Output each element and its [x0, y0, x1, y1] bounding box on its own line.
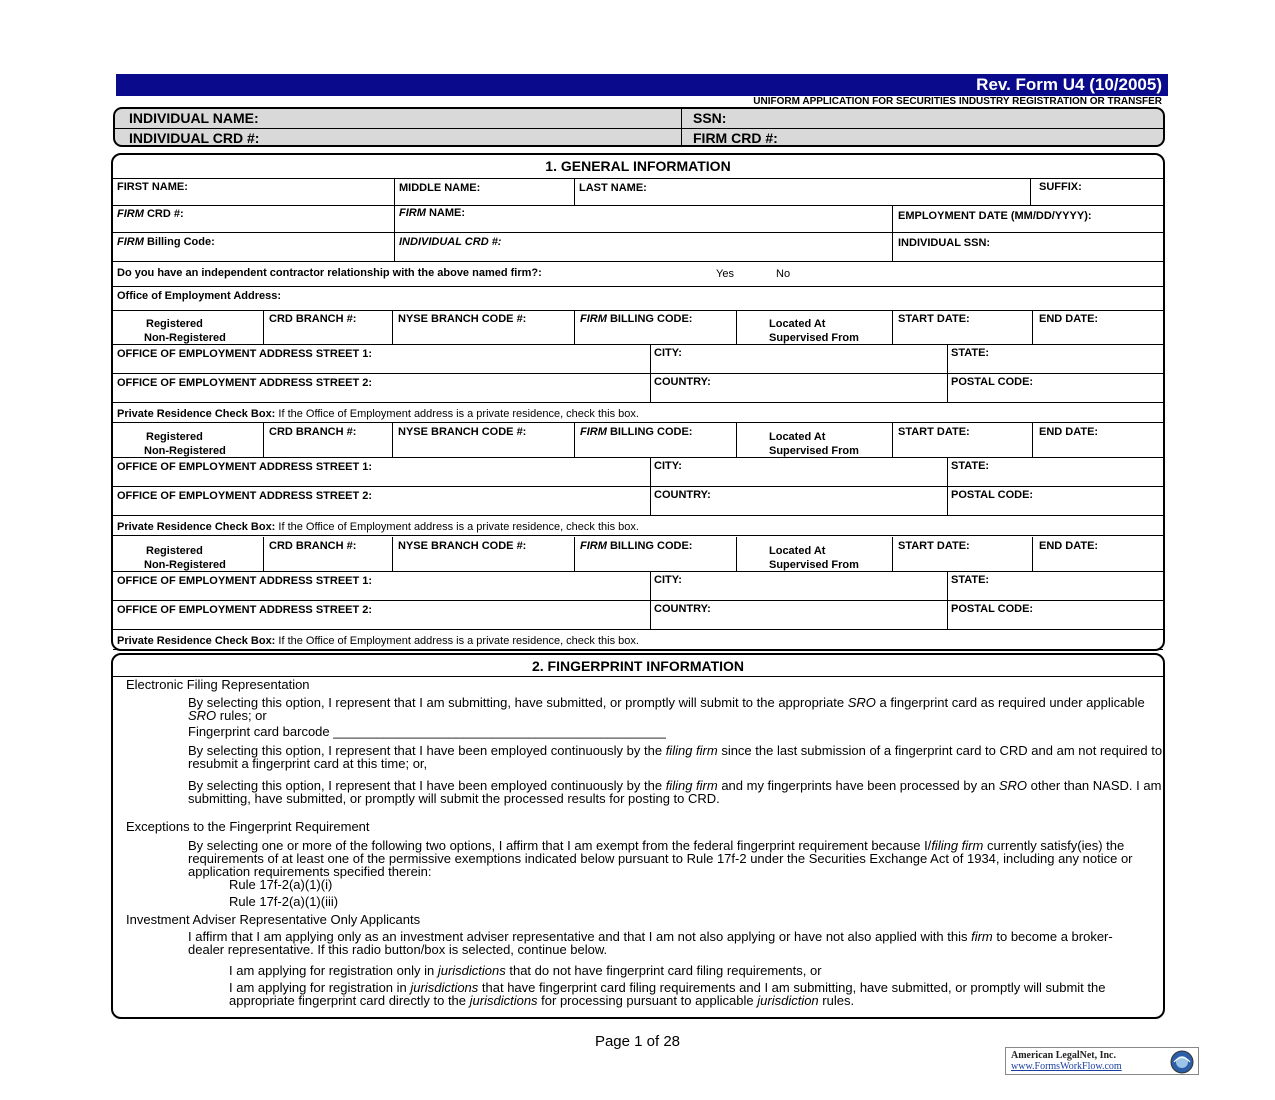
- form-title: Rev. Form U4 (10/2005): [976, 75, 1162, 94]
- street1-label: OFFICE OF EMPLOYMENT ADDRESS STREET 1:: [117, 575, 373, 587]
- office-registered-option[interactable]: Registered: [146, 318, 203, 330]
- firm-billing-code-field-label: FIRM BILLING CODE:: [580, 426, 693, 438]
- individual-crd-field-label: INDIVIDUAL CRD #:: [399, 236, 502, 248]
- firm-billing-code-field-label: FIRM BILLING CODE:: [580, 540, 693, 552]
- iar-heading: Investment Adviser Representative Only Applicants: [126, 912, 421, 927]
- city-label: CITY:: [654, 347, 682, 359]
- postal-code-label: POSTAL CODE:: [951, 376, 1034, 388]
- located-at-option[interactable]: Located At: [769, 431, 826, 443]
- iar-option[interactable]: I affirm that I am applying only as an investment adviser representative and that I am not also applying or have not also applied with this firm to become a broker-dealer representative. If this radio button/box is selected, continue below.: [188, 929, 1113, 957]
- crd-branch-label: CRD BRANCH #:: [269, 426, 357, 438]
- crd-branch-label: CRD BRANCH #:: [269, 313, 357, 325]
- first-name-label: FIRST NAME:: [117, 181, 188, 193]
- fingerprint-barcode-field[interactable]: Fingerprint card barcode ______________________________________________: [188, 724, 666, 739]
- logo-name: American LegalNet, Inc.: [1011, 1050, 1116, 1061]
- fingerprint-option-processed[interactable]: By selecting this option, I represent that I have been employed continuously by the filing firm and my fingerprints have been processed by an SRO other than NASD. I am submitting, have submitted, or promptly will submit the processed results for posting to CRD.: [188, 778, 1162, 806]
- nyse-branch-code-label: NYSE BRANCH CODE #:: [398, 426, 527, 438]
- efr-heading: Electronic Filing Representation: [126, 677, 310, 692]
- country-label: COUNTRY:: [654, 489, 711, 501]
- office-registered-option[interactable]: Registered: [146, 431, 203, 443]
- firm-crd-label: FIRM CRD #:: [693, 130, 778, 146]
- street2-label: OFFICE OF EMPLOYMENT ADDRESS STREET 2:: [117, 604, 373, 616]
- private-residence-checkbox-label[interactable]: Private Residence Check Box: If the Office of Employment address is a private residence, check this box.: [117, 635, 639, 647]
- state-label: STATE:: [951, 347, 990, 359]
- iar-option-with-requirements[interactable]: I am applying for registration in jurisdictions that have fingerprint card filing requirements and I am submitting, have submitted, or promptly will submit the appropriate fingerprint card directly to the jurisdictions for processing pursuant to applicable jurisdiction rules.: [229, 980, 1106, 1008]
- exceptions-heading: Exceptions to the Fingerprint Requirement: [126, 819, 370, 834]
- crd-branch-label: CRD BRANCH #:: [269, 540, 357, 552]
- americanlegalnet-logo[interactable]: [1005, 1047, 1199, 1075]
- page-number: Page 1 of 28: [594, 1033, 681, 1050]
- general-information-section: [111, 153, 1165, 651]
- individual-name-label: INDIVIDUAL NAME:: [129, 110, 259, 126]
- office-address-label: Office of Employment Address:: [117, 290, 282, 302]
- state-label: STATE:: [951, 574, 990, 586]
- state-label: STATE:: [951, 460, 990, 472]
- logo-url-link[interactable]: www.FormsWorkFlow.com: [1011, 1061, 1122, 1072]
- firm-crd-field-label: FIRM CRD #:: [117, 208, 184, 220]
- firm-billing-code-field-label: FIRM BILLING CODE:: [580, 313, 693, 325]
- office-registered-option[interactable]: Registered: [146, 545, 203, 557]
- city-label: CITY:: [654, 574, 682, 586]
- end-date-label: END DATE:: [1039, 313, 1099, 325]
- private-residence-checkbox-label[interactable]: Private Residence Check Box: If the Office of Employment address is a private residence, check this box.: [117, 408, 639, 420]
- contractor-question: Do you have an independent contractor relationship with the above named firm?:: [117, 267, 542, 279]
- start-date-label: START DATE:: [898, 426, 970, 438]
- street2-label: OFFICE OF EMPLOYMENT ADDRESS STREET 2:: [117, 377, 373, 389]
- fingerprint-option-continuous[interactable]: By selecting this option, I represent that I have been employed continuously by the filing firm since the last submission of a fingerprint card to CRD and am not required to resubmit a fingerprint card at this time; or,: [188, 743, 1163, 771]
- firm-name-label: FIRM NAME:: [399, 207, 465, 219]
- end-date-label: END DATE:: [1039, 540, 1099, 552]
- form-title-bar: [116, 74, 1168, 96]
- exemption-statement: By selecting one or more of the following two options, I affirm that I am exempt from the federal fingerprint requirement because I/filing firm currently satisfy(ies) the requirements of at least one of the permissive exemptions indicated below pursuant to Rule 17f-2 under the Securities Exchange Act of 1934, including any notice or application requirements specified therein:: [188, 838, 1133, 879]
- start-date-label: START DATE:: [898, 313, 970, 325]
- employment-date-label: EMPLOYMENT DATE (MM/DD/YYYY):: [898, 210, 1092, 222]
- ssn-label: SSN:: [693, 110, 727, 126]
- street1-label: OFFICE OF EMPLOYMENT ADDRESS STREET 1:: [117, 461, 373, 473]
- form-subtitle: UNIFORM APPLICATION FOR SECURITIES INDUSTRY REGISTRATION OR TRANSFER: [753, 96, 1162, 107]
- nyse-branch-code-label: NYSE BRANCH CODE #:: [398, 540, 527, 552]
- firm-billing-code-label: FIRM Billing Code:: [117, 236, 215, 248]
- section2-title: 2. FINGERPRINT INFORMATION: [531, 658, 745, 674]
- suffix-label: SUFFIX:: [1039, 181, 1082, 193]
- globe-icon: [1169, 1049, 1195, 1075]
- office-non-registered-option[interactable]: Non-Registered: [144, 332, 226, 344]
- last-name-label: LAST NAME:: [579, 182, 647, 194]
- end-date-label: END DATE:: [1039, 426, 1099, 438]
- postal-code-label: POSTAL CODE:: [951, 489, 1034, 501]
- located-at-option[interactable]: Located At: [769, 545, 826, 557]
- nyse-branch-code-label: NYSE BRANCH CODE #:: [398, 313, 527, 325]
- street2-label: OFFICE OF EMPLOYMENT ADDRESS STREET 2:: [117, 490, 373, 502]
- contractor-no-option[interactable]: No: [776, 268, 791, 280]
- office-non-registered-option[interactable]: Non-Registered: [144, 445, 226, 457]
- section1-title: 1. GENERAL INFORMATION: [545, 158, 731, 174]
- fingerprint-option-submit[interactable]: By selecting this option, I represent that I am submitting, have submitted, or promptly will submit to the appropriate SRO a fingerprint card as required under applicable SRO rules; or: [188, 695, 1145, 723]
- identity-box: [113, 107, 1165, 147]
- postal-code-label: POSTAL CODE:: [951, 603, 1034, 615]
- city-label: CITY:: [654, 460, 682, 472]
- individual-ssn-label: INDIVIDUAL SSN:: [898, 237, 991, 249]
- contractor-yes-option[interactable]: Yes: [716, 268, 734, 280]
- start-date-label: START DATE:: [898, 540, 970, 552]
- iar-option-no-requirements[interactable]: I am applying for registration only in jurisdictions that do not have fingerprint card filing requirements, or: [229, 963, 822, 978]
- supervised-from-option[interactable]: Supervised From: [769, 332, 859, 344]
- supervised-from-option[interactable]: Supervised From: [769, 445, 859, 457]
- rule-option-2[interactable]: Rule 17f-2(a)(1)(iii): [229, 894, 339, 909]
- middle-name-label: MIDDLE NAME:: [399, 182, 481, 194]
- country-label: COUNTRY:: [654, 603, 711, 615]
- fingerprint-information-section: [111, 653, 1165, 1019]
- supervised-from-option[interactable]: Supervised From: [769, 559, 859, 571]
- private-residence-checkbox-label[interactable]: Private Residence Check Box: If the Office of Employment address is a private residence, check this box.: [117, 521, 639, 533]
- individual-crd-label: INDIVIDUAL CRD #:: [129, 130, 260, 146]
- rule-option-1[interactable]: Rule 17f-2(a)(1)(i): [229, 877, 333, 892]
- street1-label: OFFICE OF EMPLOYMENT ADDRESS STREET 1:: [117, 348, 373, 360]
- country-label: COUNTRY:: [654, 376, 711, 388]
- located-at-option[interactable]: Located At: [769, 318, 826, 330]
- office-non-registered-option[interactable]: Non-Registered: [144, 559, 226, 571]
